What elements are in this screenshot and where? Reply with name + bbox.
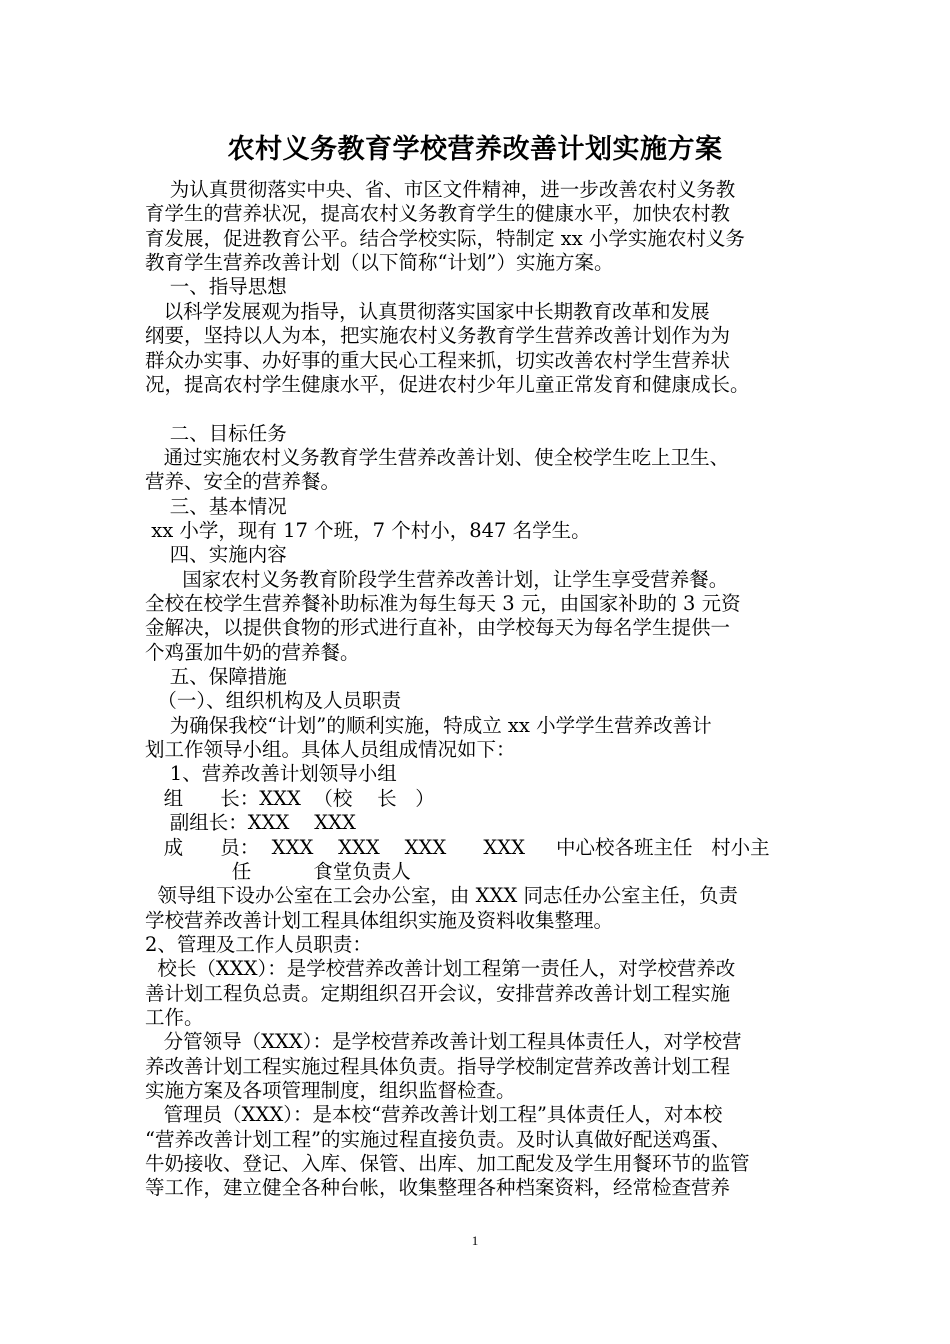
body-line: 育发展，促进教育公平。结合学校实际，特制定 xx 小学实施农村义务 (145, 226, 745, 250)
body-line: 管理员（XXX）：是本校“营养改善计划工程”具体责任人，对本校 (145, 1103, 723, 1127)
body-line: 营养、安全的营养餐。 (145, 470, 341, 494)
body-line: 二、目标任务 (145, 421, 287, 445)
body-line: 个鸡蛋加牛奶的营养餐。 (145, 640, 360, 664)
body-line: “营养改善计划工程”的实施过程直接负责。及时认真做好配送鸡蛋、 (145, 1127, 731, 1151)
body-line: 组 长：XXX （校 长 ） (145, 786, 435, 810)
body-line: 群众办实事、办好事的重大民心工程来抓，切实改善农村学生营养状 (145, 348, 731, 372)
body-line: 以科学发展观为指导，认真贯彻落实国家中长期教育改革和发展 (145, 299, 710, 323)
body-line: 全校在校学生营养餐补助标准为每生每天 3 元，由国家补助的 3 元资 (145, 592, 741, 615)
body-line: 四、实施内容 (145, 543, 287, 567)
page-number: 1 (471, 1233, 479, 1248)
document-title: 农村义务教育学校营养改善计划实施方案 (227, 134, 723, 165)
body-line: 成 员： XXX XXX XXX XXX 中心校各班主任 村小主 (145, 835, 770, 859)
body-line: xx 小学，现有 17 个班，7 个村小，847 名学生。 (145, 518, 591, 542)
body-line: 三、基本情况 (145, 494, 287, 518)
body-line: 任 食堂负责人 (145, 859, 411, 883)
body-line: 为确保我校“计划”的顺利实施，特成立 xx 小学学生营养改善计 (145, 713, 712, 737)
body-line: 育学生的营养状况，提高农村义务教育学生的健康水平，加快农村教 (145, 202, 731, 226)
body-line: 划工作领导小组。具体人员组成情况如下： (145, 738, 516, 762)
body-line: 五、保障措施 (145, 665, 287, 688)
body-line: 实施方案及各项管理制度，组织监督检查。 (145, 1079, 516, 1102)
body-line: 纲要，坚持以人为本，把实施农村义务教育学生营养改善计划作为为 (145, 324, 731, 348)
body-line: 1、营养改善计划领导小组 (145, 762, 397, 786)
body-line: 牛奶接收、登记、入库、保管、出库、加工配发及学生用餐环节的监管 (145, 1152, 750, 1175)
body-line: 副组长：XXX XXX (145, 811, 356, 835)
body-line: 2、管理及工作人员职责： (145, 932, 372, 956)
body-line: 分管领导（XXX）：是学校营养改善计划工程具体责任人，对学校营 (145, 1030, 742, 1054)
body-line: 通过实施农村义务教育学生营养改善计划、使全校学生吃上卫生、 (145, 445, 730, 469)
body-line: 学校营养改善计划工程具体组织实施及资料收集整理。 (145, 908, 614, 932)
body-line: （一）、组织机构及人员职责 (145, 689, 402, 713)
body-line: 为认真贯彻落实中央、省、市区文件精神，进一步改善农村义务教 (145, 178, 736, 201)
body-line: 国家农村义务教育阶段学生营养改善计划，让学生享受营养餐。 (145, 567, 729, 591)
body-line: 工作。 (145, 1005, 204, 1029)
body-line: 养改善计划工程实施过程具体负责。指导学校制定营养改善计划工程 (145, 1054, 731, 1078)
body-line: 金解决，以提供食物的形式进行直补，由学校每天为每名学生提供一 (145, 616, 731, 640)
body-line: 况，提高农村学生健康水平，促进农村少年儿童正常发育和健康成长。 (145, 372, 750, 396)
body-line: 等工作，建立健全各种台帐，收集整理各种档案资料，经常检查营养 (145, 1176, 731, 1200)
body-line: 一、指导思想 (145, 275, 287, 299)
body-line: 善计划工程负总责。定期组织召开会议，安排营养改善计划工程实施 (145, 981, 731, 1005)
body-line: 领导组下设办公室在工会办公室，由 XXX 同志任办公室主任，负责 (145, 884, 738, 908)
body-line: 教育学生营养改善计划（以下简称“计划”）实施方案。 (145, 251, 614, 275)
body-line: 校长（XXX）：是学校营养改善计划工程第一责任人，对学校营养改 (145, 957, 736, 981)
